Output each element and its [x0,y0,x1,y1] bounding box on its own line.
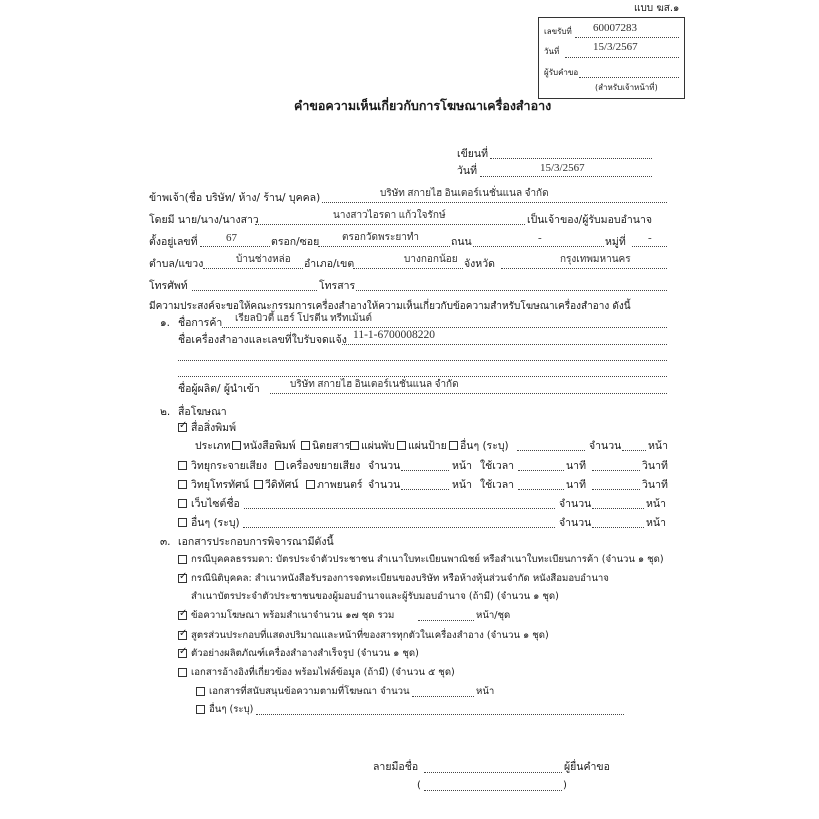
trade-name-line [222,327,667,328]
applicant-name-line [322,202,667,203]
other-media-amount-line [592,527,644,528]
video-label: วีดิทัศน์ [265,479,299,491]
office-date-value: 15/3/2567 [593,41,638,53]
doc-formula-label: สูตรส่วนประกอบที่แสดงปริมาณและหน้าที่ของสารทุกตัวในเครื่องสำอาง (จำนวน ๑ ชุด) [191,630,549,641]
radio-amount-line [401,470,449,471]
page-title: คำขอความเห็นเกี่ยวกับการโฆษณาเครื่องสำอาง [294,98,552,113]
tv-checkbox[interactable] [178,480,187,489]
signature-paren-close: ) [563,780,567,791]
poster-label: แผ่นป้าย [408,440,447,452]
by-line [255,224,525,225]
tv-amount-label: จำนวน [368,479,401,491]
check-mark-icon: ✓ [179,628,188,639]
signature-role: ผู้ยื่นคำขอ [564,761,610,773]
applicant-name-value: บริษัท สกายไฮ อินเตอร์เนชั่นแนล จำกัด [380,188,549,199]
doc-other-line [256,714,624,715]
tv-label: วิทยุโทรทัศน์ [191,479,249,491]
subdistrict-line [203,268,303,269]
intent-text: มีความประสงค์จะขอให้คณะกรรมการเครื่องสำอางให้ความเห็นเกี่ยวกับข้อความสำหรับโฆษณาเครื่องสำอาง ดังนี้ [149,301,631,312]
doc-support-label: เอกสารที่สนับสนุนข้อความตามที่โฆษณา จำนวน [209,686,410,697]
province-line [501,268,667,269]
doc-other-label: อื่นๆ (ระบุ) [209,704,254,715]
date-label: วันที่ [457,165,477,177]
receipt-label: เลขรับที่ [544,27,572,36]
road-label: ถนน [451,236,472,248]
newspaper-checkbox[interactable] [232,441,241,450]
soi-label: ตรอก/ซอย [271,236,320,248]
by-value: นางสาวไอรดา แก้วใจรักษ์ [333,210,446,221]
radio-second-label: วินาที [642,460,668,472]
other-print-checkbox[interactable] [449,441,458,450]
district-value: บางกอกน้อย [404,254,458,265]
sec3-number: ๓. [160,536,171,548]
office-use-box [538,17,685,99]
doc-ad-text-label: ข้อความโฆษณา พร้อมสำเนาจำนวน ๑๗ ชุด รวม [191,610,395,621]
radio-amount-label: จำนวน [368,460,401,472]
doc-juristic-checkbox[interactable] [178,571,188,583]
sec2-number: ๒. [160,406,171,418]
subdistrict-value: บ้านช่างหล่อ [236,254,291,265]
check-mark-icon: ✓ [179,646,188,657]
address-value: 67 [226,232,237,244]
sec3-heading: เอกสารประกอบการพิจารณามีดังนี้ [178,536,334,548]
doc-ad-text-unit: หน้า/ชุด [476,610,511,621]
leaflet-checkbox[interactable] [350,441,359,450]
receipt-line [575,37,679,38]
role-label: เป็นเจ้าของ/ผู้รับมอบอำนาจ [527,214,652,226]
radio-minute-label: นาที [566,460,586,472]
phone-label: โทรศัพท์ [149,280,188,292]
print-type-label: ประเภท [195,440,231,452]
product-extra-line-1 [178,360,667,361]
print-amount-label: จำนวน [589,440,622,452]
doc-individual-label: กรณีบุคคลธรรมดา: บัตรประจำตัวประชาชน สำเนาใบทะเบียนพาณิชย์ หรือสำเนาใบทะเบียนการค้า (จำนวน ๑ ชุด) [191,554,664,565]
product-extra-line-2 [178,376,667,377]
website-page-label: หน้า [646,498,666,510]
manufacturer-value: บริษัท สกายไฮ อินเตอร์เนชั่นแนล จำกัด [290,379,459,390]
subdistrict-label: ตำบล/แขวง [149,258,204,270]
province-label: จังหวัด [464,258,495,270]
province-value: กรุงเทพมหานคร [560,254,631,265]
address-label: ตั้งอยู่เลขที่ [149,236,198,248]
tv-second-label: วินาที [642,479,668,491]
film-checkbox[interactable] [306,480,315,489]
other-print-line [517,450,585,451]
doc-juristic-label: กรณีนิติบุคคล: สำเนาหนังสือรับรองการจดทะเบียนของบริษัท หรือห้างหุ้นส่วนจำกัด หนังสือมอบอำนาจ [191,573,609,584]
sec1-number: ๑. [160,317,171,329]
print-media-label: สื่อสิ่งพิมพ์ [191,422,237,434]
written-at-line [490,158,652,159]
doc-support-line [412,696,474,697]
print-amount-line [622,450,646,451]
soi-line [318,246,450,247]
applicant-name-label: ข้าพเจ้า(ชื่อ บริษัท/ ห้าง/ ร้าน/ บุคคล) [149,192,321,204]
check-mark-icon: ✓ [179,571,188,582]
website-amount-label: จำนวน [559,498,592,510]
receiver-label: ผู้รับคำขอ [544,68,579,77]
other-media-checkbox[interactable] [178,518,187,527]
doc-ad-text-line [418,620,474,621]
website-amount-line [592,508,644,509]
moo-value: - [648,232,652,244]
radio-time-label: ใช้เวลา [480,460,515,472]
district-line [353,268,463,269]
receipt-value: 60007283 [593,22,637,34]
tv-second-line [592,489,640,490]
doc-juristic-label-cont: สำเนาบัตรประจำตัวประชาชนของผู้มอบอำนาจและผู้รับมอบอำนาจ (ถ้ามี) (จำนวน ๑ ชุด) [191,591,559,602]
signature-label: ลายมือชื่อ [373,761,419,773]
office-note: (สำหรับเจ้าหน้าที่) [595,83,658,92]
product-label: ชื่อเครื่องสำอางและเลขที่ใบรับจดแจ้ง [178,334,347,346]
doc-support-unit: หน้า [476,686,495,697]
tv-minute-label: นาที [566,479,586,491]
radio-time-line [518,470,564,471]
trade-name-value: เรียลบิวตี้ แฮร์ โปรตีน ทรีทเม้นต์ [235,313,372,324]
tv-time-label: ใช้เวลา [480,479,515,491]
poster-checkbox[interactable] [397,441,406,450]
other-media-page-label: หน้า [646,517,666,529]
written-at-label: เขียนที่ [457,148,489,160]
tv-page-label: หน้า [452,479,472,491]
video-checkbox[interactable] [254,480,263,489]
radio-page-label: หน้า [452,460,472,472]
newspaper-label: หนังสือพิมพ์ [243,440,296,452]
radio-checkbox[interactable] [178,461,187,470]
leaflet-label: แผ่นพับ [361,440,395,452]
manufacturer-line [270,393,667,394]
product-line [342,344,667,345]
trade-name-label: ชื่อการค้า [178,317,223,329]
check-mark-icon: ✓ [179,420,188,431]
signature-name-line[interactable] [424,790,562,791]
other-media-line [243,527,555,528]
other-media-amount-label: จำนวน [559,517,592,529]
doc-sample-label: ตัวอย่างผลิตภัณฑ์เครื่องสำอางสำเร็จรูป (จำนวน ๑ ชุด) [191,648,419,659]
other-print-label: อื่นๆ (ระบุ) [460,440,509,452]
doc-support-checkbox[interactable] [196,687,205,696]
moo-label: หมู่ที่ [605,236,626,248]
loudspeaker-label: เครื่องขยายเสียง [286,460,361,472]
doc-ad-text-checkbox[interactable] [178,608,188,620]
radio-label: วิทยุกระจายเสียง [191,460,268,472]
doc-individual-checkbox[interactable] [178,555,187,564]
by-label: โดยมี นาย/นาง/นางสาว [149,214,259,226]
soi-value: ตรอกวัดพระยาทำ [342,232,420,243]
other-media-label: อื่นๆ (ระบุ) [191,517,240,529]
road-line [473,246,604,247]
moo-line [632,246,667,247]
magazine-label: นิตยสาร [312,440,351,452]
doc-sample-checkbox[interactable] [178,646,188,658]
print-media-checkbox[interactable] [178,420,188,432]
date-line [480,176,652,177]
print-page-label: หน้า [648,440,668,452]
website-checkbox[interactable] [178,499,187,508]
website-line [244,508,555,509]
date-value: 15/3/2567 [540,162,585,174]
manufacturer-label: ชื่อผู้ผลิต/ ผู้นำเข้า [178,383,260,395]
tv-amount-line [401,489,449,490]
phone-line [192,290,317,291]
website-label: เว็บไซต์ชื่อ [191,498,240,510]
magazine-checkbox[interactable] [301,441,310,450]
form-code: แบบ ฆส.๑ [634,3,680,14]
signature-paren-open: ( [417,780,421,791]
radio-second-line [592,470,640,471]
office-date-label: วันที่ [544,47,560,56]
check-mark-icon: ✓ [179,608,188,619]
doc-formula-checkbox[interactable] [178,628,188,640]
tv-time-line [518,489,564,490]
road-value: - [538,232,542,244]
district-label: อำเภอ/เขต [304,258,355,270]
doc-other-checkbox[interactable] [196,705,205,714]
office-date-line [565,57,679,58]
signature-line[interactable] [424,772,562,773]
fax-label: โทรสาร [319,280,356,292]
sec2-heading: สื่อโฆษณา [178,406,227,418]
film-label: ภาพยนตร์ [317,479,363,491]
product-value: 11-1-6700008220 [353,329,435,341]
address-line [200,246,270,247]
doc-reference-label: เอกสารอ้างอิงที่เกี่ยวข้อง พร้อมไฟล์ข้อมูล (ถ้ามี) (จำนวน ๕ ชุด) [191,667,455,678]
loudspeaker-checkbox[interactable] [275,461,284,470]
fax-line [356,290,667,291]
doc-reference-checkbox[interactable] [178,668,187,677]
receiver-line [579,77,679,78]
